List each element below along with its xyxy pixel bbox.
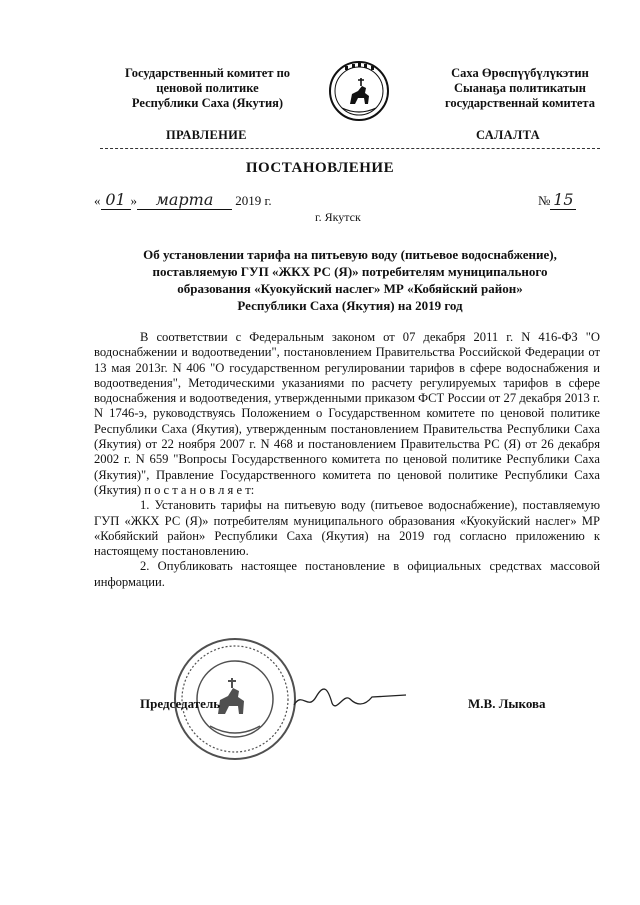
- issuer-sakha-line-2: Сыанаҕа политикатын: [454, 81, 586, 95]
- issuer-name-russian: [100, 66, 315, 111]
- document-title: ПОСТАНОВЛЕНИЕ: [245, 160, 395, 176]
- date-year: 2019 г.: [235, 193, 272, 208]
- header-divider: [100, 148, 600, 149]
- subject-line-2: поставляемую ГУП «ЖКХ РС (Я)» потребителям муниципального: [152, 264, 548, 279]
- issuer-line-2: ценовой политике: [156, 81, 259, 95]
- number-prefix: №: [538, 193, 551, 208]
- document-city: г. Якутск: [315, 210, 361, 224]
- handwritten-signature-icon: [290, 683, 410, 715]
- body-paragraph-item-1: 1. Установить тарифы на питьевую воду (питьевое водоснабжение), поставляемую ГУП «ЖКХ РС (Я)» потребителям муниципального образования «Куокуйский наслег» МР «Кобяйский район» Республики Саха (Якутия) на 2019 год согласно приложению к настоящему постановлению.: [94, 498, 600, 559]
- department-russian: ПРАВЛЕНИЕ: [166, 128, 247, 142]
- document-body: [94, 330, 600, 590]
- document-number: [538, 190, 576, 210]
- body-paragraph-preamble: В соответствии с Федеральным законом от 07 декабря 2011 г. N 416-ФЗ "О водоснабжении и водоотведении", постановлением Правительства Российской Федерации от 13 мая 2013г. N 406 "О государственном регулировании тарифов в сфере водоснабжения и водоотведения", Методическими указаниями по расчету регулируемых тарифов в сфере водоснабжения и водоотведения, утвержденными приказом ФСТ России от 27 декабря 2013 г. N 1746-э, руководствуясь Положением о Государственном комитете по ценовой политике Республики Саха (Якутия), утвержденным постановлением Правительства Республики Саха (Якутия) от 22 ноября 2007 г. N 468 и постановлением Правительства РС (Я) от 26 декабря 2002 г. N 659 "Вопросы Государственного комитета по ценовой политике Республики Саха (Якутия)", Правление Государственного комитета по ценовой политике Республики Саха (Якутия) п о с т а н о в л я е т:: [94, 330, 600, 497]
- document-subject: [100, 246, 600, 314]
- signatory-title: Председатель: [140, 696, 221, 711]
- date-day: 01: [101, 190, 131, 210]
- issuer-sakha-line-3: государственнай комитета: [445, 96, 595, 110]
- subject-line-4: Республики Саха (Якутия) на 2019 год: [237, 298, 463, 313]
- issuer-name-sakha: [425, 66, 615, 111]
- sakha-coat-of-arms-icon: [328, 60, 390, 122]
- department-sakha: САЛАЛТА: [476, 128, 540, 142]
- body-paragraph-item-2: 2. Опубликовать настоящее постановление в официальных средствах массовой информации.: [94, 559, 600, 589]
- issuer-sakha-line-1: Саха Өрөспүүбүлүкэтин: [451, 66, 589, 80]
- issuer-line-1: Государственный комитет по: [124, 66, 291, 80]
- issuer-line-3: Республики Саха (Якутия): [131, 96, 284, 110]
- date-close-quote: »: [130, 193, 137, 208]
- number-value: 15: [550, 190, 576, 210]
- subject-line-3: образования «Куокуйский наслег» МР «Кобяйский район»: [177, 281, 523, 296]
- subject-line-1: Об установлении тарифа на питьевую воду (питьевое водоснабжение),: [143, 247, 557, 262]
- date-month: марта: [137, 190, 232, 210]
- document-date: [94, 190, 272, 210]
- date-open-quote: «: [94, 193, 101, 208]
- signatory-name: М.В. Лыкова: [468, 696, 546, 711]
